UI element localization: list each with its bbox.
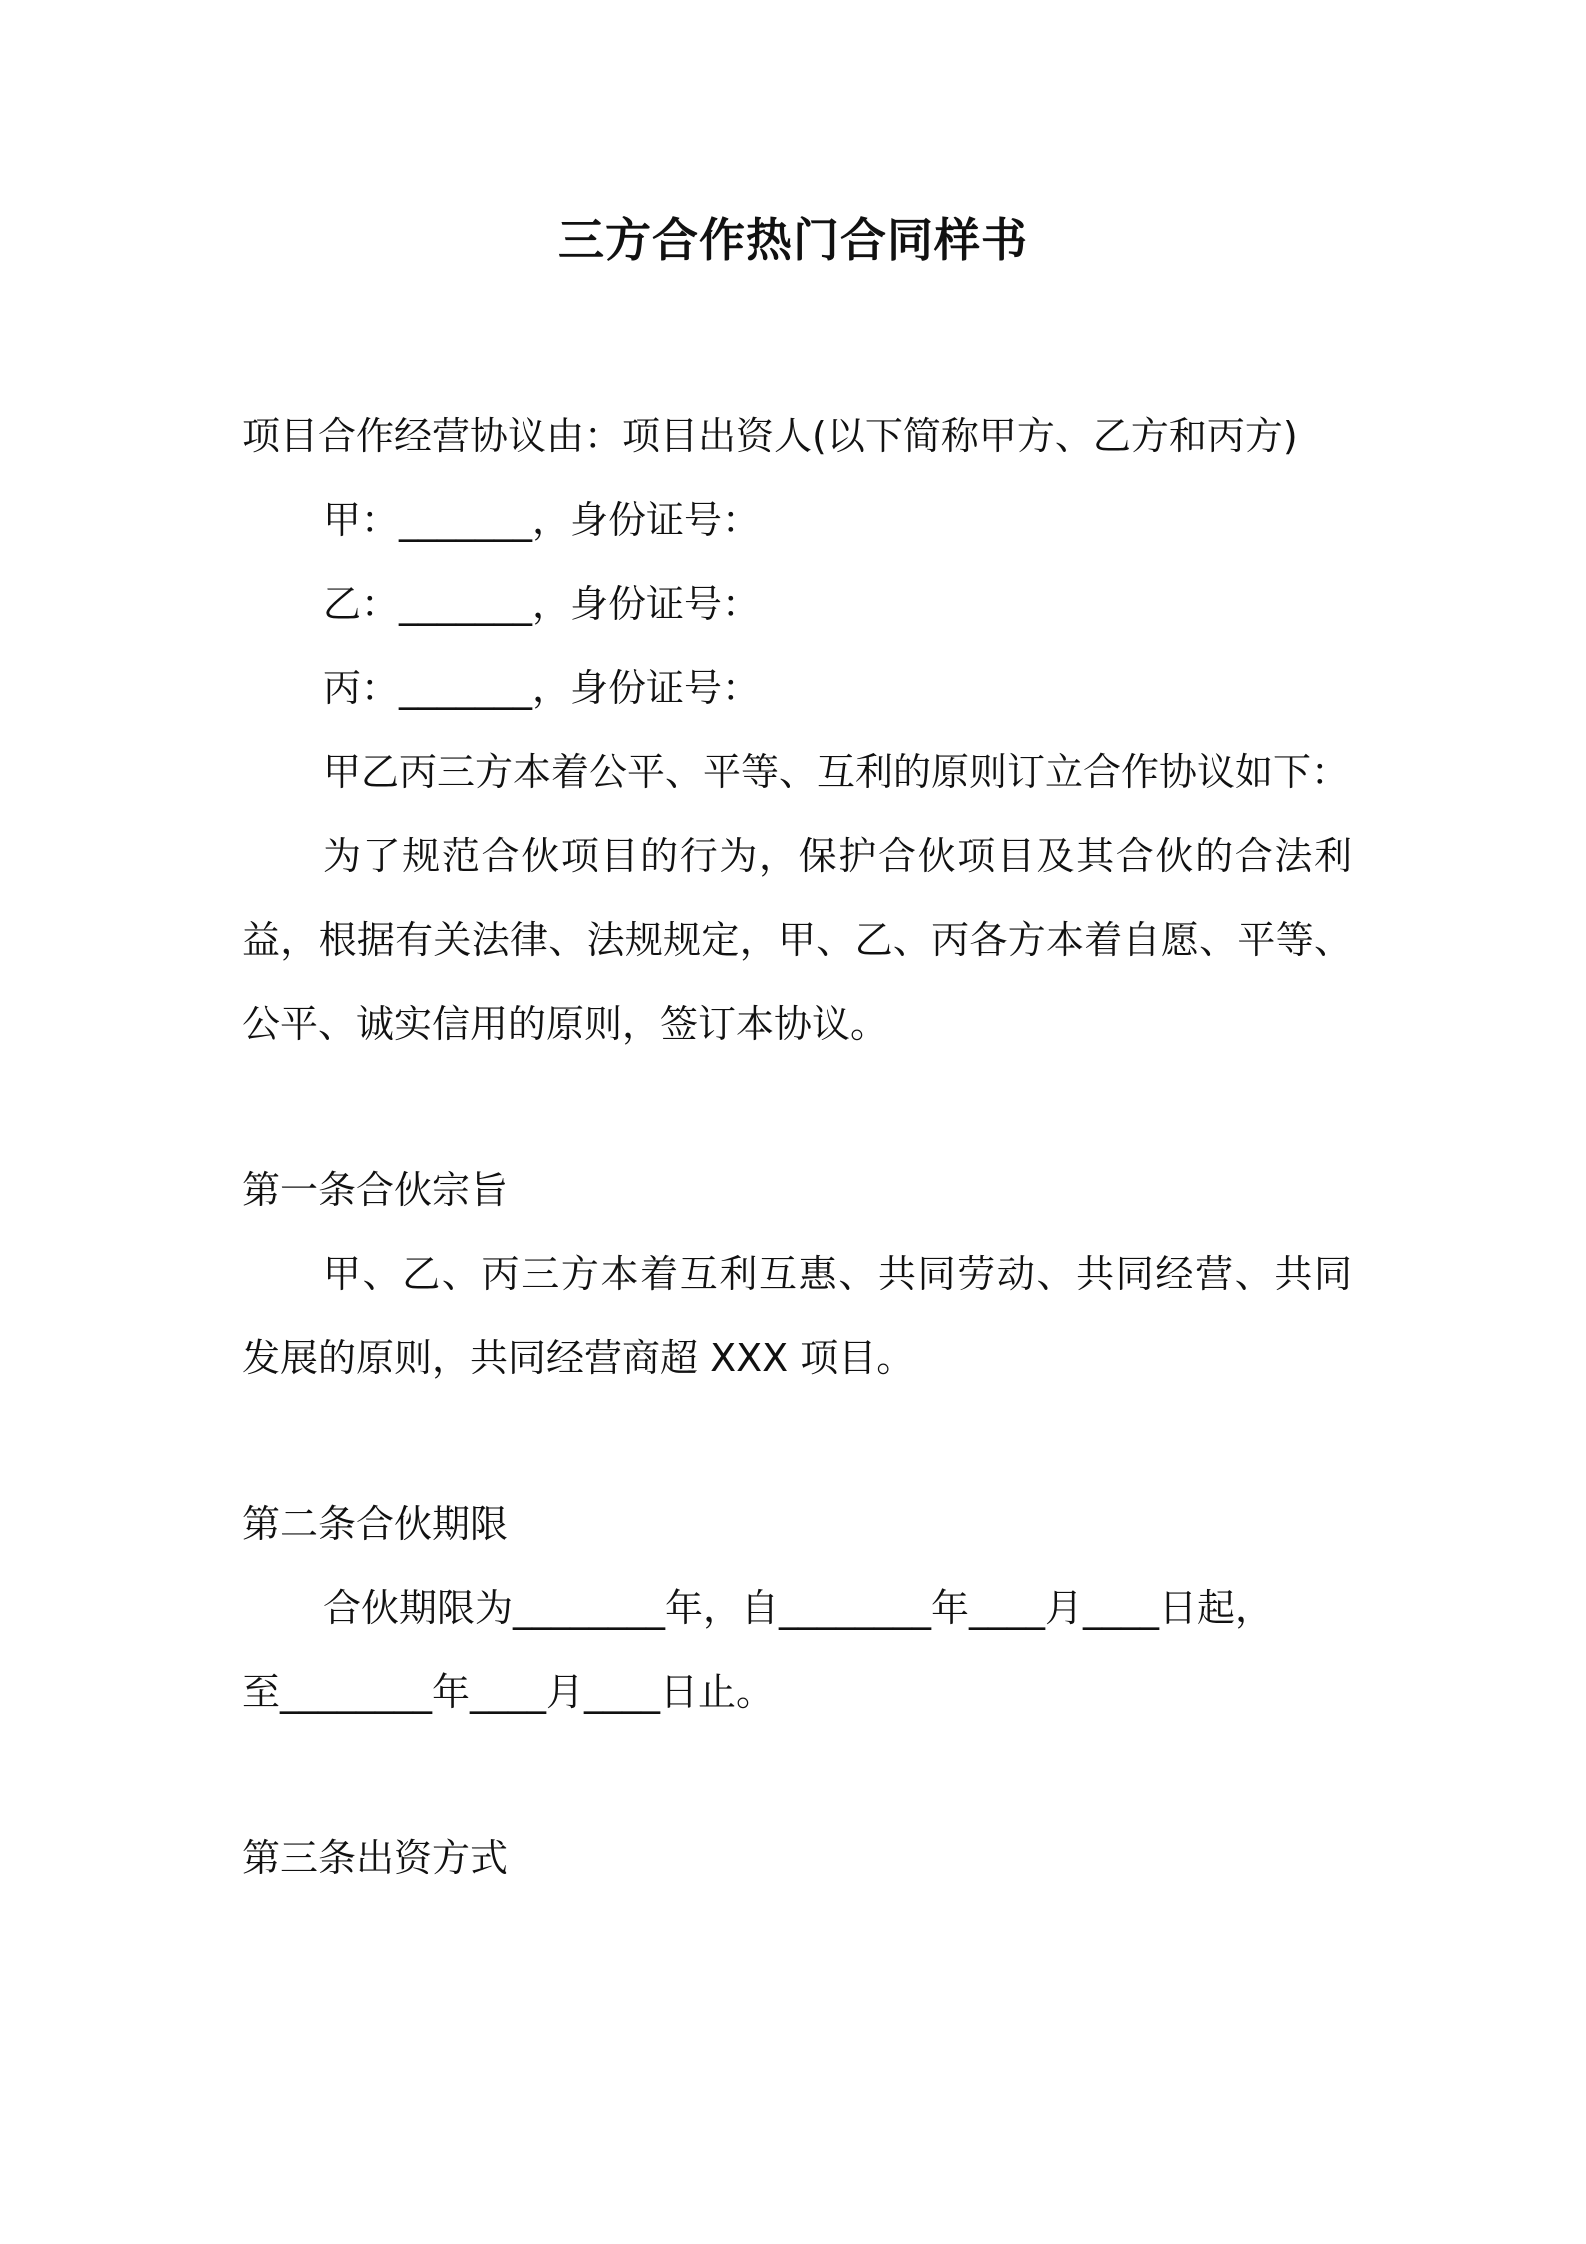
article1-heading: 第一条合伙宗旨 xyxy=(242,1168,509,1212)
party-jia-line: 甲：_______，身份证号： xyxy=(323,498,761,542)
purpose-line-1: 为了规范合伙项目的行为，保护合伙项目及其合伙的合法利 xyxy=(323,834,1352,878)
purpose-line-2: 益，根据有关法律、法规规定，甲、乙、丙各方本着自愿、平等、 xyxy=(242,918,1352,962)
article2-line-1: 合伙期限为________年，自________年____月____日起， xyxy=(323,1586,1274,1630)
article2-line-2: 至________年____月____日止。 xyxy=(242,1670,775,1714)
article2-heading: 第二条合伙期限 xyxy=(242,1502,509,1546)
intro-line: 项目合作经营协议由：项目出资人(以下简称甲方、乙方和丙方) xyxy=(242,414,1298,458)
article1-line-2: 发展的原则，共同经营商超 XXX 项目。 xyxy=(242,1336,915,1380)
party-bing-line: 丙：_______，身份证号： xyxy=(323,666,761,710)
document-title: 三方合作热门合同样书 xyxy=(558,213,1028,267)
party-yi-line: 乙：_______，身份证号： xyxy=(323,582,761,626)
principle-line: 甲乙丙三方本着公平、平等、互利的原则订立合作协议如下： xyxy=(323,750,1350,794)
purpose-line-3: 公平、诚实信用的原则，签订本协议。 xyxy=(242,1002,889,1046)
article1-line-1: 甲、乙、丙三方本着互利互惠、共同劳动、共同经营、共同 xyxy=(323,1252,1352,1296)
article3-heading: 第三条出资方式 xyxy=(242,1836,509,1880)
